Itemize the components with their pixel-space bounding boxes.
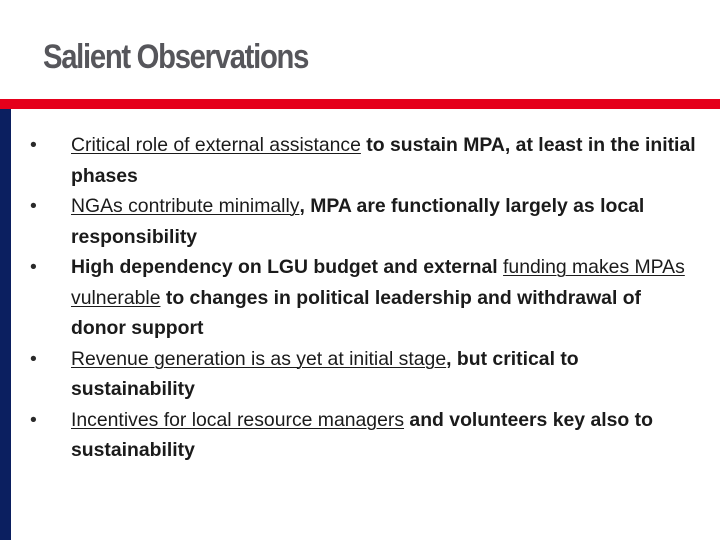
bullet-list xyxy=(30,130,700,466)
bullet-item-5 xyxy=(30,405,700,466)
bullet-icon: • xyxy=(30,134,37,156)
underlined-phrase: Revenue generation is as yet at initial stage xyxy=(71,347,447,370)
bullet-icon: • xyxy=(30,347,37,370)
left-accent-bar xyxy=(0,109,11,540)
underlined-phrase: Critical role of external assistance xyxy=(71,134,361,156)
bullet-item-3 xyxy=(30,252,700,344)
bullet-item-4 xyxy=(30,344,700,405)
underlined-phrase: NGAs contribute minimally xyxy=(71,195,300,217)
bullet-item-2 xyxy=(30,191,700,252)
bullet-icon: • xyxy=(30,256,37,278)
underlined-phrase: funding makes MPAs vulnerable xyxy=(71,256,685,309)
bullet-lead-text: High dependency on LGU budget and external xyxy=(71,256,504,278)
bullet-item-1 xyxy=(30,130,700,191)
underlined-phrase: Incentives for local resource managers xyxy=(71,408,405,431)
bullet-text: , MPA are functionally largely as local responsibility xyxy=(71,195,645,248)
bullet-icon: • xyxy=(30,408,37,431)
bullet-text: and volunteers key also to sustainability xyxy=(71,408,653,461)
bullet-text: , but critical to sustainability xyxy=(71,347,579,400)
bullet-text: to changes in political leadership and withdrawal of donor support xyxy=(71,286,642,339)
slide-title: Salient Observations xyxy=(43,38,309,76)
title-divider-band xyxy=(0,99,720,109)
bullet-icon: • xyxy=(30,195,37,217)
title-area xyxy=(0,0,720,108)
bullet-text: to sustain MPA, at least in the initial phases xyxy=(71,134,696,187)
